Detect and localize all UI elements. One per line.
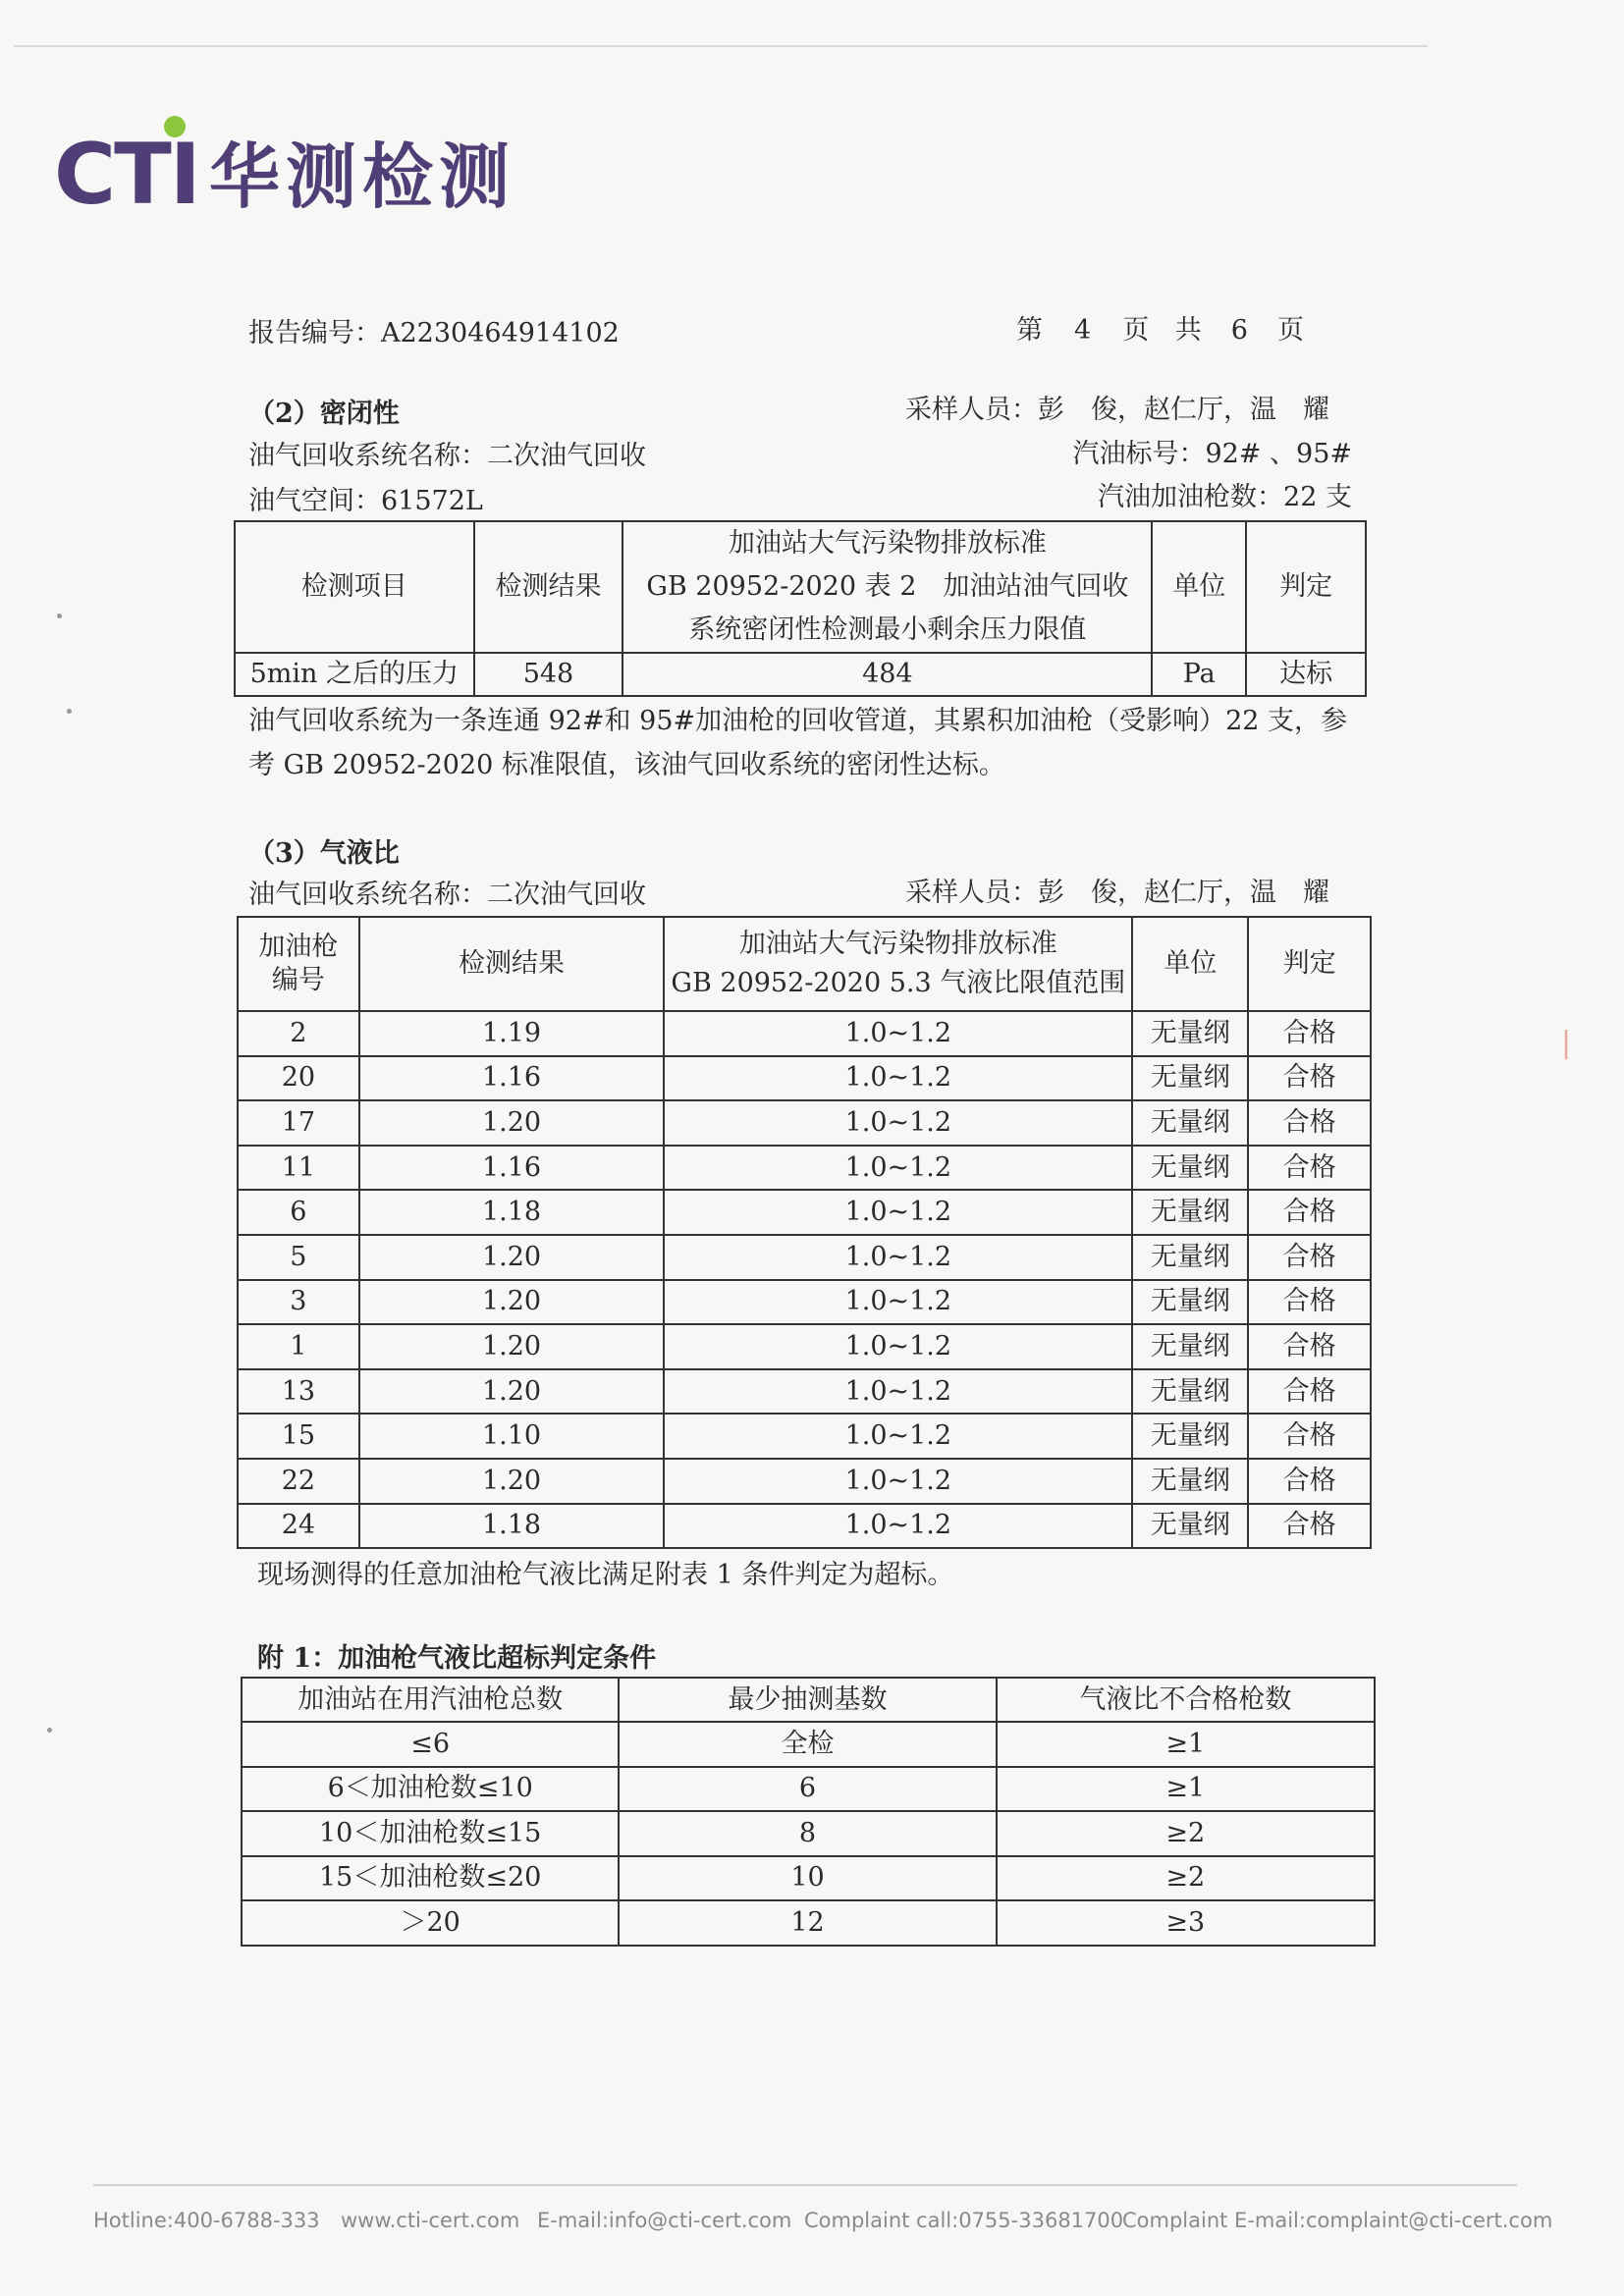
footer-website[interactable]: www.cti-cert.com <box>341 2209 520 2232</box>
cell-range: 1.0~1.2 <box>664 1414 1132 1459</box>
cell-total-guns: 10＜加油枪数≤15 <box>242 1811 619 1856</box>
ratio-row <box>238 1056 1371 1101</box>
th-unit: 单位 <box>1132 917 1248 1011</box>
cell-result: 548 <box>474 653 623 696</box>
th-gun-line-1: 加油枪 <box>258 932 339 962</box>
page-label-2: 页 共 <box>1122 315 1202 346</box>
cell-gun-number: 5 <box>238 1235 359 1280</box>
cell-result: 1.20 <box>359 1324 664 1369</box>
ratio-row <box>238 1414 1371 1459</box>
appendix-row <box>242 1767 1375 1812</box>
section-2-samplers: 采样人员：彭 俊，赵仁厅，温 耀 <box>905 395 1329 425</box>
cell-total-guns: ＞20 <box>242 1900 619 1946</box>
cell-range: 1.0~1.2 <box>664 1280 1132 1325</box>
cell-unit: 无量纲 <box>1132 1011 1248 1056</box>
cell-judge: 合格 <box>1248 1459 1371 1504</box>
cell-fail-count: ≥1 <box>997 1722 1375 1767</box>
cell-range: 1.0~1.2 <box>664 1459 1132 1504</box>
scan-dot <box>57 614 62 618</box>
cell-unit: 无量纲 <box>1132 1100 1248 1146</box>
cell-range: 1.0~1.2 <box>664 1324 1132 1369</box>
footer-hotline: Hotline:400-6788-333 <box>93 2209 320 2232</box>
cell-result: 1.20 <box>359 1235 664 1280</box>
logo-name-cn: 华测检测 <box>209 135 516 218</box>
page-label-1: 第 <box>1016 315 1043 346</box>
th-gun-number <box>238 917 359 1011</box>
appendix-table <box>241 1677 1376 1947</box>
appendix-title: 附 1：加油枪气液比超标判定条件 <box>257 1643 657 1674</box>
cell-fail-count: ≥2 <box>997 1811 1375 1856</box>
cell-result: 1.19 <box>359 1011 664 1056</box>
cell-gun-number: 1 <box>238 1324 359 1369</box>
top-border-line <box>14 45 1428 47</box>
cell-judge: 合格 <box>1248 1011 1371 1056</box>
cell-min-sample: 12 <box>619 1900 996 1946</box>
cell-min-sample: 8 <box>619 1811 996 1856</box>
cell-item: 5min 之后的压力 <box>235 653 474 696</box>
fuel-grade: 汽油标号：92# 、95# <box>1072 439 1352 469</box>
appendix-row <box>242 1900 1375 1946</box>
th-result: 检测结果 <box>359 917 664 1011</box>
ratio-row <box>238 1235 1371 1280</box>
appendix-row <box>242 1856 1375 1901</box>
cell-min-sample: 10 <box>619 1856 996 1901</box>
cell-result: 1.20 <box>359 1100 664 1146</box>
page-number: 4 <box>1074 315 1092 346</box>
section-3-title: （3）气液比 <box>248 838 400 869</box>
cell-range: 1.0~1.2 <box>664 1011 1132 1056</box>
cell-unit: 无量纲 <box>1132 1414 1248 1459</box>
cell-result: 1.18 <box>359 1190 664 1235</box>
cell-min-sample: 6 <box>619 1767 996 1812</box>
cell-judge: 合格 <box>1248 1280 1371 1325</box>
page-total: 6 <box>1230 315 1248 346</box>
th-standard-line-2: GB 20952-2020 5.3 气液比限值范围 <box>671 968 1126 998</box>
th-standard-line-2: GB 20952-2020 表 2 加油站油气回收 <box>646 571 1129 602</box>
section-2-system-name: 油气回收系统名称：二次油气回收 <box>248 441 646 471</box>
cell-total-guns: 6＜加油枪数≤10 <box>242 1767 619 1812</box>
th-result: 检测结果 <box>474 521 623 653</box>
th-standard-line-1: 加油站大气污染物排放标准 <box>738 929 1057 959</box>
tightness-row <box>235 653 1366 696</box>
cell-unit: 无量纲 <box>1132 1056 1248 1101</box>
cell-unit: 无量纲 <box>1132 1235 1248 1280</box>
cell-judge: 合格 <box>1248 1146 1371 1191</box>
cell-gun-number: 24 <box>238 1504 359 1549</box>
cell-range: 1.0~1.2 <box>664 1056 1132 1101</box>
cell-judge: 合格 <box>1248 1190 1371 1235</box>
cell-gun-number: 17 <box>238 1100 359 1146</box>
cell-gun-number: 13 <box>238 1369 359 1415</box>
cell-range: 1.0~1.2 <box>664 1100 1132 1146</box>
cell-result: 1.16 <box>359 1056 664 1101</box>
cell-fail-count: ≥2 <box>997 1856 1375 1901</box>
cell-unit: 无量纲 <box>1132 1369 1248 1415</box>
gun-count: 汽油加油枪数：22 支 <box>1098 482 1352 512</box>
ratio-row <box>238 1369 1371 1415</box>
cell-limit: 484 <box>623 653 1152 696</box>
air-liquid-ratio-table <box>237 916 1372 1549</box>
cell-result: 1.20 <box>359 1369 664 1415</box>
cell-gun-number: 6 <box>238 1190 359 1235</box>
report-number: 报告编号：A2230464914102 <box>248 318 620 348</box>
cell-gun-number: 2 <box>238 1011 359 1056</box>
th-standard <box>664 917 1132 1011</box>
section-3-samplers: 采样人员：彭 俊，赵仁厅，温 耀 <box>905 878 1329 908</box>
cell-min-sample: 全检 <box>619 1722 996 1767</box>
cell-unit: 无量纲 <box>1132 1324 1248 1369</box>
appendix-row <box>242 1811 1375 1856</box>
cell-range: 1.0~1.2 <box>664 1146 1132 1191</box>
ratio-row <box>238 1190 1371 1235</box>
cell-range: 1.0~1.2 <box>664 1504 1132 1549</box>
ratio-row <box>238 1011 1371 1056</box>
cell-unit: 无量纲 <box>1132 1190 1248 1235</box>
th-judge: 判定 <box>1248 917 1371 1011</box>
page-label-3: 页 <box>1276 315 1304 346</box>
th-item: 检测项目 <box>235 521 474 653</box>
cell-result: 1.10 <box>359 1414 664 1459</box>
th-standard-line-1: 加油站大气污染物排放标准 <box>728 528 1047 559</box>
cell-total-guns: ≤6 <box>242 1722 619 1767</box>
cell-judge: 合格 <box>1248 1235 1371 1280</box>
cti-logo <box>54 116 565 224</box>
appendix-header-row <box>242 1678 1375 1722</box>
logo-brand: CTI <box>54 126 199 224</box>
th-fail-count: 气液比不合格枪数 <box>997 1678 1375 1722</box>
cell-judge: 合格 <box>1248 1056 1371 1101</box>
stamp-mark: | <box>1561 1026 1572 1060</box>
cell-fail-count: ≥1 <box>997 1767 1375 1812</box>
cell-range: 1.0~1.2 <box>664 1190 1132 1235</box>
ratio-row <box>238 1324 1371 1369</box>
cell-judge: 合格 <box>1248 1324 1371 1369</box>
scan-dot <box>67 709 72 714</box>
cell-gun-number: 3 <box>238 1280 359 1325</box>
th-total-guns: 加油站在用汽油枪总数 <box>242 1678 619 1722</box>
ratio-row <box>238 1504 1371 1549</box>
tightness-note-line-2: 考 GB 20952-2020 标准限值，该油气回收系统的密闭性达标。 <box>248 750 1005 780</box>
cell-gun-number: 15 <box>238 1414 359 1459</box>
cell-unit: 无量纲 <box>1132 1146 1248 1191</box>
footer-divider <box>93 2184 1517 2186</box>
th-min-sample: 最少抽测基数 <box>619 1678 996 1722</box>
cell-total-guns: 15＜加油枪数≤20 <box>242 1856 619 1901</box>
cell-judge: 达标 <box>1246 653 1366 696</box>
tightness-table <box>234 520 1367 697</box>
footer-complaint-email[interactable]: Complaint E-mail:complaint@cti-cert.com <box>1122 2209 1553 2232</box>
cell-range: 1.0~1.2 <box>664 1235 1132 1280</box>
th-gun-line-2: 编号 <box>271 965 325 995</box>
scan-dot <box>47 1728 52 1733</box>
ratio-row <box>238 1280 1371 1325</box>
appendix-row <box>242 1722 1375 1767</box>
ratio-row <box>238 1459 1371 1504</box>
ratio-note: 现场测得的任意加油枪气液比满足附表 1 条件判定为超标。 <box>257 1560 954 1590</box>
section-3-system-name: 油气回收系统名称：二次油气回收 <box>248 880 646 910</box>
cell-gun-number: 22 <box>238 1459 359 1504</box>
cell-gun-number: 20 <box>238 1056 359 1101</box>
cell-unit: Pa <box>1152 653 1246 696</box>
section-2-title: （2）密闭性 <box>248 399 400 429</box>
cell-unit: 无量纲 <box>1132 1504 1248 1549</box>
cell-gun-number: 11 <box>238 1146 359 1191</box>
th-unit: 单位 <box>1152 521 1246 653</box>
ratio-row <box>238 1146 1371 1191</box>
cell-judge: 合格 <box>1248 1100 1371 1146</box>
th-standard-line-3: 系统密闭性检测最小剩余压力限值 <box>688 614 1087 645</box>
cell-unit: 无量纲 <box>1132 1280 1248 1325</box>
cell-judge: 合格 <box>1248 1504 1371 1549</box>
cell-result: 1.20 <box>359 1459 664 1504</box>
tightness-header-row <box>235 521 1366 653</box>
footer-email[interactable]: E-mail:info@cti-cert.com <box>537 2209 792 2232</box>
tightness-note-line-1: 油气回收系统为一条连通 92#和 95#加油枪的回收管道，其累积加油枪（受影响）22 支，参 <box>248 706 1348 736</box>
cell-result: 1.20 <box>359 1280 664 1325</box>
cell-unit: 无量纲 <box>1132 1459 1248 1504</box>
th-standard <box>623 521 1152 653</box>
cell-judge: 合格 <box>1248 1369 1371 1415</box>
cell-result: 1.18 <box>359 1504 664 1549</box>
ratio-row <box>238 1100 1371 1146</box>
cell-fail-count: ≥3 <box>997 1900 1375 1946</box>
ratio-header-row <box>238 917 1371 1011</box>
page-indicator <box>1016 314 1304 347</box>
cell-judge: 合格 <box>1248 1414 1371 1459</box>
th-judge: 判定 <box>1246 521 1366 653</box>
cell-range: 1.0~1.2 <box>664 1369 1132 1415</box>
cell-result: 1.16 <box>359 1146 664 1191</box>
footer-complaint-call: Complaint call:0755-33681700 <box>804 2209 1124 2232</box>
vapor-space: 油气空间：61572L <box>248 486 483 516</box>
